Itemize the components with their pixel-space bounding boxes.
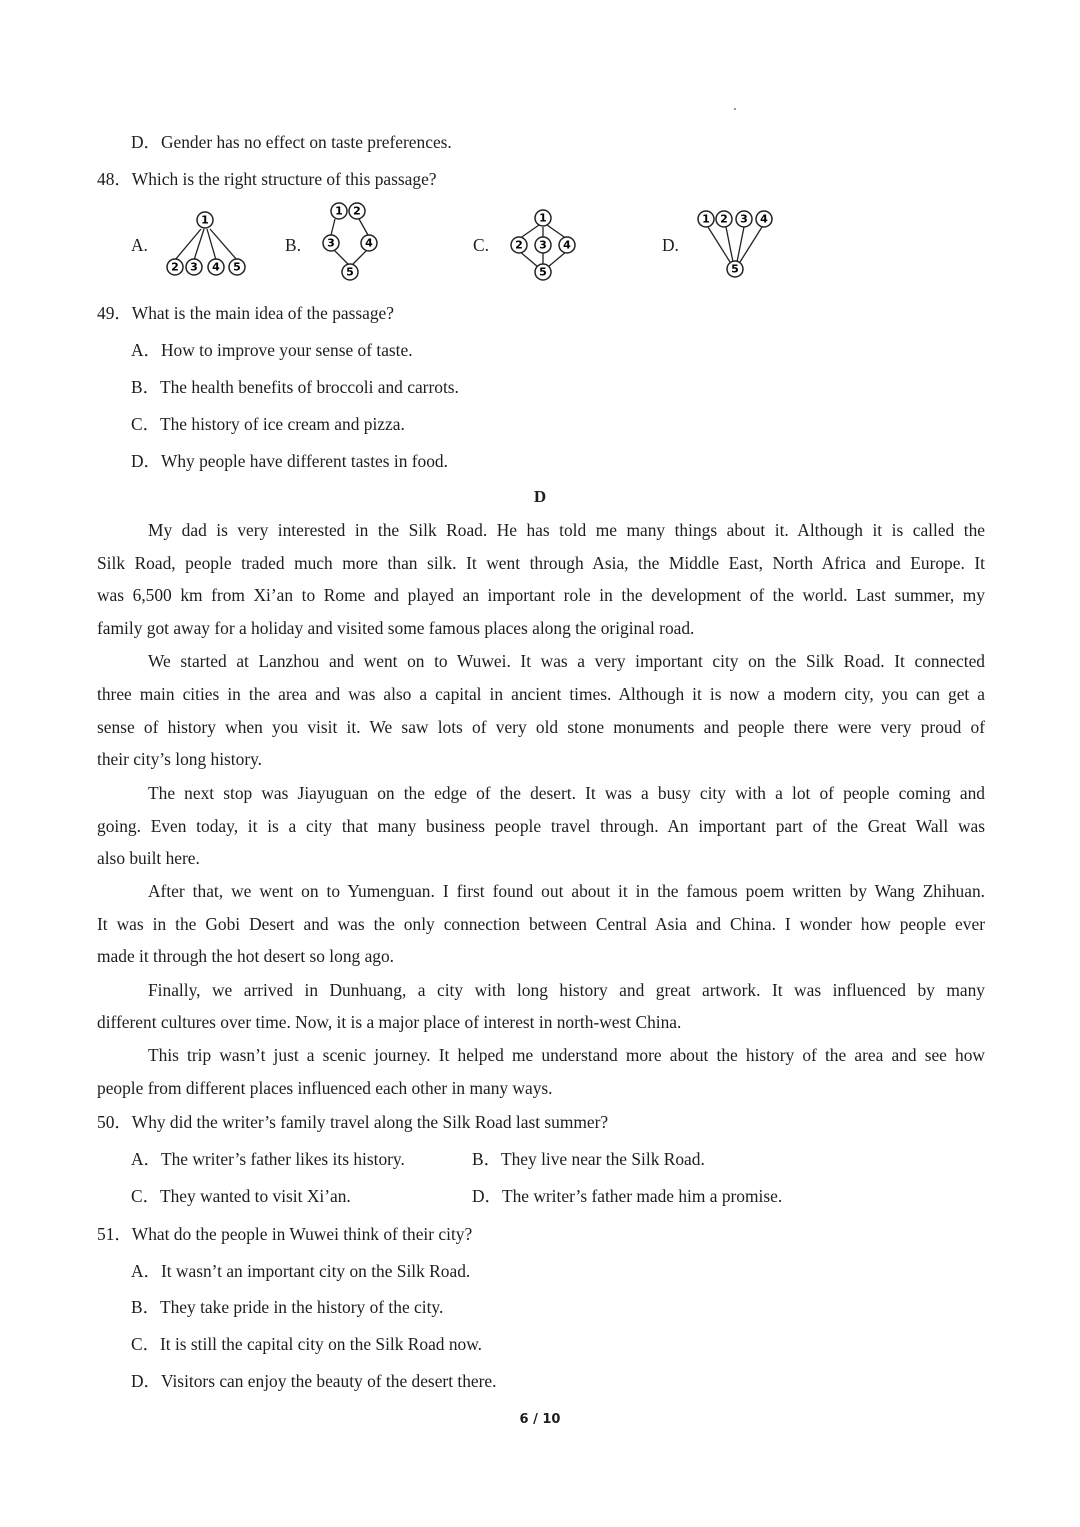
passage-line: people from different places influenced each other in many ways.: [97, 1078, 553, 1098]
node-label: 5: [346, 265, 354, 279]
structure-diagram-b: [315, 200, 385, 285]
q50-option-d: D．The writer’s father made him a promise.: [472, 1186, 783, 1206]
node-label: 2: [515, 238, 523, 252]
passage-line: sense of history when you visit it. We saw lots of very old stone monuments and people there were very proud of: [97, 717, 985, 737]
q50-option-a: A．The writer’s father likes its history.: [131, 1149, 405, 1169]
q49-question: 49．What is the main idea of the passage?: [97, 303, 394, 323]
q49-option-a: A．How to improve your sense of taste.: [131, 340, 413, 360]
passage-line: It was in the Gobi Desert and was the only connection between Central Asia and China. I wonder how people ever: [97, 914, 985, 934]
q50-option-c: C．They wanted to visit Xi’an.: [131, 1186, 351, 1206]
q51-option-d: D．Visitors can enjoy the beauty of the desert there.: [131, 1371, 497, 1391]
node-label: 4: [563, 238, 571, 252]
section-heading: D: [533, 487, 547, 506]
passage-line: was 6,500 km from Xi’an to Rome and played an important role in the development of the world. Last summer, my: [97, 585, 985, 605]
structure-diagram-a: [160, 205, 255, 285]
q51-option-c: C．It is still the capital city on the Silk Road now.: [131, 1334, 482, 1354]
q48-option-b-label: B.: [285, 235, 301, 255]
passage-line: made it through the hot desert so long ago.: [97, 946, 395, 966]
structure-diagram-c: [505, 205, 585, 285]
passage-line: their city’s long history.: [97, 749, 263, 769]
node-label: 5: [731, 262, 739, 276]
passage-line: different cultures over time. Now, it is a major place of interest in north-west China.: [97, 1012, 682, 1032]
node-label: 1: [539, 211, 547, 225]
node-label: 5: [539, 265, 547, 279]
node-label: 2: [171, 260, 179, 274]
node-label: 4: [365, 236, 373, 250]
passage-line: Finally, we arrived in Dunhuang, a city with long history and great artwork. It was influenced by many: [148, 980, 985, 1000]
passage-line: This trip wasn’t just a scenic journey. It helped me understand more about the history of the area and see how: [148, 1045, 985, 1065]
q50-question: 50．Why did the writer’s family travel along the Silk Road last summer?: [97, 1112, 609, 1132]
q49-option-d: D．Why people have different tastes in food.: [131, 451, 448, 471]
passage-line: also built here.: [97, 848, 200, 868]
node-label: 1: [702, 212, 710, 226]
q50-option-b: B．They live near the Silk Road.: [472, 1149, 705, 1169]
q49-option-c: C．The history of ice cream and pizza.: [131, 414, 405, 434]
node-label: 4: [212, 260, 220, 274]
structure-diagram-d: [692, 205, 782, 285]
q48-option-c-label: C.: [473, 235, 489, 255]
passage-line: We started at Lanzhou and went on to Wuwei. It was a very important city on the Silk Road. It connected: [148, 651, 985, 671]
page-number: 6 / 10: [519, 1412, 561, 1427]
q48-question: 48．Which is the right structure of this passage?: [97, 169, 437, 189]
scan-speck: [734, 108, 736, 110]
node-label: 4: [760, 212, 768, 226]
node-label: 2: [720, 212, 728, 226]
node-label: 3: [539, 238, 547, 252]
passage-line: My dad is very interested in the Silk Road. He has told me many things about it. Although it is called the: [148, 520, 985, 540]
node-label: 1: [201, 213, 209, 227]
node-label: 3: [327, 236, 335, 250]
passage-line: The next stop was Jiayuguan on the edge of the desert. It was a busy city with a lot of people coming and: [148, 783, 985, 803]
q51-option-a: A．It wasn’t an important city on the Silk Road.: [131, 1261, 471, 1281]
q51-option-b: B．They take pride in the history of the city.: [131, 1297, 444, 1317]
node-label: 3: [190, 260, 198, 274]
passage-line: Silk Road, people traded much more than silk. It went through Asia, the Middle East, North Africa and Europe. It: [97, 553, 985, 573]
passage-line: three main cities in the area and was also a capital in ancient times. Although it is now a modern city, you can get a: [97, 684, 985, 704]
q48-option-d-label: D.: [662, 235, 679, 255]
q49-option-b: B．The health benefits of broccoli and carrots.: [131, 377, 459, 397]
passage-line: going. Even today, it is a city that many business people travel through. An important part of the Great Wall was: [97, 816, 985, 836]
q48-option-a-label: A.: [131, 235, 148, 255]
passage-line: family got away for a holiday and visited some famous places along the original road.: [97, 618, 695, 638]
node-label: 2: [353, 204, 361, 218]
q51-question: 51．What do the people in Wuwei think of their city?: [97, 1224, 473, 1244]
q47-option-d: D．Gender has no effect on taste preferences.: [131, 132, 452, 152]
passage-line: After that, we went on to Yumenguan. I first found out about it in the famous poem written by Wang Zhihuan.: [148, 881, 985, 901]
node-label: 3: [740, 212, 748, 226]
node-label: 1: [335, 204, 343, 218]
node-label: 5: [233, 260, 241, 274]
